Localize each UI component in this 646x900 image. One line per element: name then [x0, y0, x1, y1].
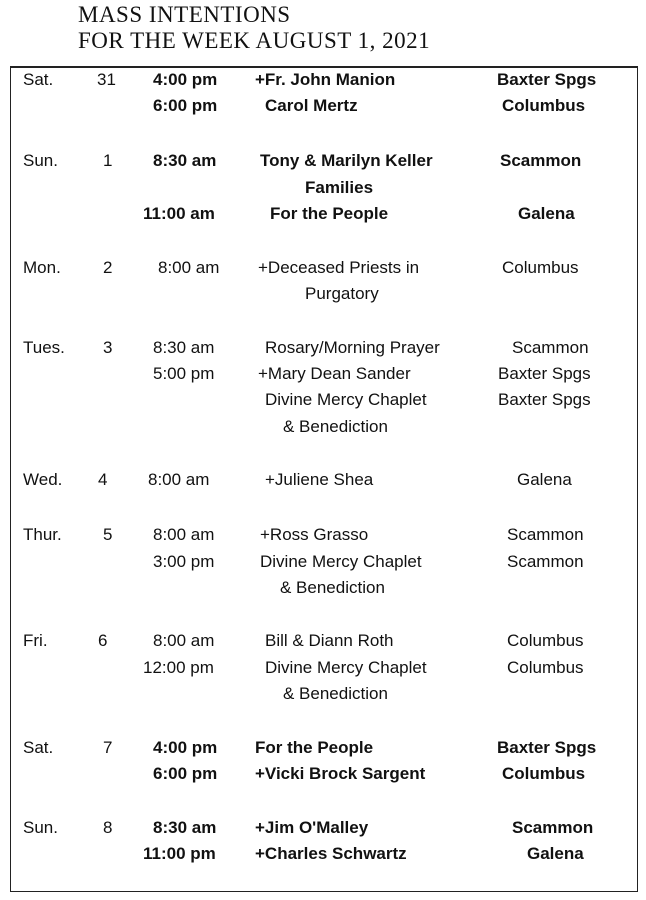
entry-location: Columbus — [507, 658, 584, 677]
entry-time: 8:00 am — [148, 470, 210, 489]
entry-day: Thur. — [23, 525, 62, 544]
entry-location: Columbus — [502, 96, 586, 115]
entry-date: 3 — [103, 338, 113, 357]
entry-day: Sun. — [23, 151, 58, 170]
entry-date: 6 — [98, 631, 108, 650]
entry-location: Galena — [518, 204, 575, 223]
entry-intention: +Deceased Priests in — [258, 258, 420, 277]
entry-time: 8:00 am — [158, 258, 220, 277]
entry-intention: Bill & Diann Roth — [265, 631, 394, 650]
entry-day: Mon. — [23, 258, 61, 277]
entry-location: Scammon — [507, 552, 584, 571]
entry-location: Columbus — [507, 631, 584, 650]
entry-time: 11:00 am — [143, 204, 215, 223]
entry-intention: & Benediction — [280, 578, 385, 597]
entry-intention: & Benediction — [283, 684, 388, 703]
entry-time: 8:00 am — [153, 525, 215, 544]
entry-location: Baxter Spgs — [498, 364, 591, 383]
entry-intention: Divine Mercy Chaplet — [265, 390, 427, 409]
entry-location: Baxter Spgs — [497, 70, 597, 89]
entry-day: Fri. — [23, 631, 48, 650]
entry-location: Scammon — [507, 525, 584, 544]
entry-date: 1 — [103, 151, 113, 170]
entry-day: Sat. — [23, 70, 54, 89]
entry-time: 4:00 pm — [153, 738, 218, 757]
entry-location: Scammon — [512, 818, 594, 837]
entry-time: 3:00 pm — [153, 552, 215, 571]
entry-intention: +Charles Schwartz — [255, 844, 407, 863]
entry-day: Tues. — [23, 338, 65, 357]
entry-intention: +Jim O'Malley — [255, 818, 369, 837]
entry-intention: +Mary Dean Sander — [258, 364, 411, 383]
entry-date: 8 — [103, 818, 113, 837]
entry-time: 8:30 am — [153, 338, 215, 357]
entry-intention: +Juliene Shea — [265, 470, 374, 489]
entry-location: Galena — [517, 470, 572, 489]
entry-intention: Divine Mercy Chaplet — [265, 658, 427, 677]
entry-location: Scammon — [512, 338, 589, 357]
entry-date: 31 — [97, 70, 116, 89]
entry-intention: & Benediction — [283, 417, 388, 436]
entry-intention: +Ross Grasso — [260, 525, 369, 544]
entry-time: 5:00 pm — [153, 364, 215, 383]
entry-location: Columbus — [502, 258, 579, 277]
entry-intention: +Fr. John Manion — [255, 70, 396, 89]
entry-date: 2 — [103, 258, 113, 277]
entry-time: 11:00 pm — [143, 844, 216, 863]
entry-time: 4:00 pm — [153, 70, 218, 89]
entry-day: Sun. — [23, 818, 58, 837]
entry-date: 5 — [103, 525, 113, 544]
entry-intention: +Vicki Brock Sargent — [255, 764, 426, 783]
entry-location: Galena — [527, 844, 584, 863]
entry-time: 6:00 pm — [153, 96, 218, 115]
entry-intention: Rosary/Morning Prayer — [265, 338, 440, 357]
entry-location: Baxter Spgs — [498, 390, 591, 409]
entry-time: 8:30 am — [153, 818, 217, 837]
entry-time: 8:30 am — [153, 151, 217, 170]
entry-intention: For the People — [270, 204, 389, 223]
entry-time: 8:00 am — [153, 631, 215, 650]
entry-location: Columbus — [502, 764, 586, 783]
entry-location: Scammon — [500, 151, 582, 170]
entry-time: 12:00 pm — [143, 658, 214, 677]
title-line-2: FOR THE WEEK AUGUST 1, 2021 — [78, 28, 431, 53]
entry-intention: Families — [305, 178, 374, 197]
entry-location: Baxter Spgs — [497, 738, 597, 757]
entry-date: 7 — [103, 738, 113, 757]
title-line-1: MASS INTENTIONS — [78, 2, 291, 27]
entry-intention: Purgatory — [305, 284, 379, 303]
entry-intention: Carol Mertz — [265, 96, 358, 115]
entry-intention: Tony & Marilyn Keller — [260, 151, 433, 170]
entry-date: 4 — [98, 470, 108, 489]
entry-intention: For the People — [255, 738, 374, 757]
entry-day: Wed. — [23, 470, 63, 489]
entry-time: 6:00 pm — [153, 764, 218, 783]
entry-intention: Divine Mercy Chaplet — [260, 552, 422, 571]
entry-day: Sat. — [23, 738, 54, 757]
